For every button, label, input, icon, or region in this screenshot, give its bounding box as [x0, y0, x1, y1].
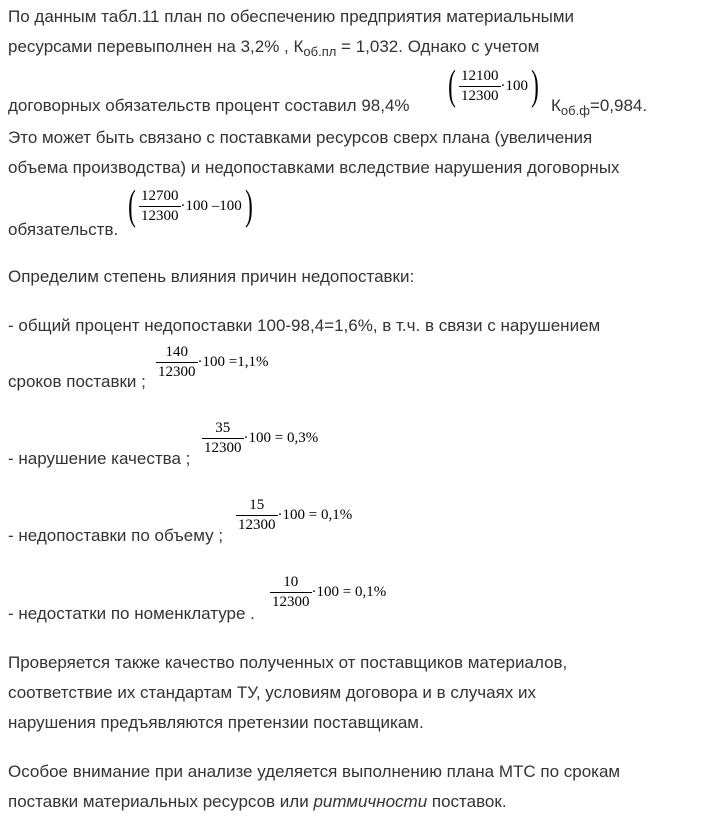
- paragraph-4-line-1: Особое внимание при анализе уделяется выполнению плана МТС по срокам: [8, 762, 621, 781]
- italic-term: ритмичности: [313, 792, 428, 811]
- right-paren: ): [531, 63, 539, 109]
- fraction: [156, 344, 198, 381]
- left-paren: (: [448, 63, 456, 109]
- text-run: поставок.: [427, 792, 507, 811]
- numerator: 15: [249, 497, 265, 513]
- result: ·100 = 0,1%: [311, 584, 387, 600]
- formula-item-2: [202, 420, 318, 457]
- paragraph-1-line-3: [8, 95, 410, 117]
- fraction: [459, 68, 501, 105]
- paragraph-1-line-1: По данным табл.11 план по обеспечению предприятия материальными: [8, 7, 575, 26]
- formula-item-1: [156, 344, 268, 381]
- fraction: [139, 188, 181, 225]
- numerator: 140: [165, 344, 188, 360]
- paragraph-4-line-2: [8, 791, 507, 813]
- denominator: 12300: [272, 594, 310, 610]
- denominator: 12300: [238, 517, 276, 533]
- paragraph-3-line-3: нарушения предъявляются претензии поставщикам.: [8, 713, 424, 732]
- paragraph-3-line-2: соответствие их стандартам ТУ, условиям договора и в случаях их: [8, 683, 537, 702]
- subscript: об.ф: [560, 103, 590, 118]
- multiplier: ·100 –100: [180, 197, 242, 214]
- item-3-line: - недопоставки по объему ;: [8, 526, 224, 545]
- paragraph-1-line-2: [8, 36, 539, 63]
- item-2-line: - нарушение качества ;: [8, 449, 191, 468]
- paragraph-1-line-4: Это может быть связано с поставками ресурсов сверх плана (увеличения: [8, 128, 593, 147]
- item-1-line-1: - общий процент недопоставки 100-98,4=1,6%, в т.ч. в связи с нарушением: [8, 316, 601, 335]
- formula-item-3: [236, 497, 352, 534]
- item-4-line: - недостатки по номенклатуре .: [8, 604, 255, 623]
- result: ·100 = 0,1%: [277, 507, 353, 523]
- formula-overdelivery: [125, 185, 256, 227]
- numerator: 10: [283, 574, 299, 590]
- text-run: К: [551, 96, 561, 115]
- denominator: 12300: [461, 87, 499, 104]
- fraction: [270, 574, 312, 611]
- subscript: об.пл: [303, 44, 337, 59]
- formula-contract-percent: [445, 65, 542, 107]
- result: ·100 = 0,3%: [243, 430, 319, 446]
- fraction: [236, 497, 278, 534]
- formula-item-4: [270, 574, 386, 611]
- numerator: 12700: [141, 187, 179, 204]
- denominator: 12300: [141, 207, 179, 224]
- paragraph-1-line-5: объема производства) и недопоставками вследствие нарушения договорных: [8, 158, 620, 177]
- coef-fact: [551, 95, 647, 122]
- result: ·100 =1,1%: [197, 354, 269, 370]
- right-paren: ): [244, 183, 253, 229]
- paragraph-1-line-6: обязательств.: [8, 220, 119, 239]
- text-run: =0,984.: [589, 96, 648, 115]
- item-1-line-2: сроков поставки ;: [8, 372, 146, 391]
- text-run: = 1,032. Однако с учетом: [336, 37, 540, 56]
- multiplier: ·100: [500, 77, 528, 94]
- numerator: 12100: [461, 67, 499, 84]
- numerator: 35: [215, 420, 231, 436]
- paragraph-3-line-1: Проверяется также качество полученных от поставщиков материалов,: [8, 653, 568, 672]
- denominator: 12300: [204, 440, 242, 456]
- text-run: ресурсами перевыполнен на 3,2% , К: [8, 37, 304, 56]
- text-run: договорных обязательств процент составил 98,4%: [8, 96, 410, 115]
- left-paren: (: [128, 183, 136, 229]
- paragraph-2: Определим степень влияния причин недопоставки:: [8, 267, 415, 286]
- text-run: поставки материальных ресурсов или: [8, 792, 314, 811]
- fraction: [202, 420, 244, 457]
- denominator: 12300: [158, 364, 196, 380]
